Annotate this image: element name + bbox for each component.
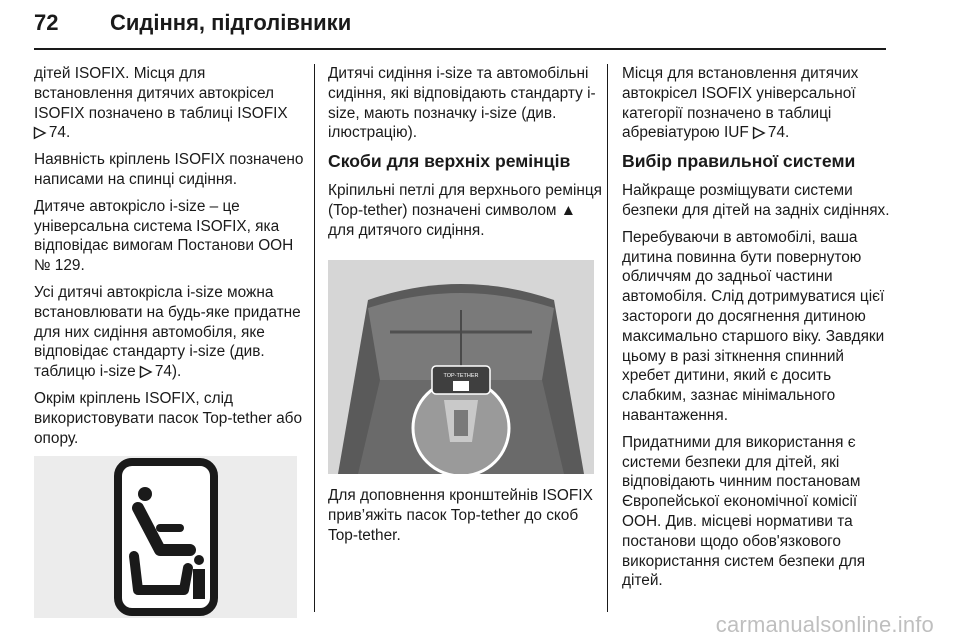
ref-arrow-icon: ▷ — [139, 363, 152, 381]
top-tether-symbol-icon: ▲ — [560, 201, 576, 219]
page-reference[interactable]: 74). — [154, 363, 182, 381]
header-rule — [34, 48, 886, 50]
paragraph-text: Кріпильні петлі для верхнього ремінця (Top-tether) позначені символом — [328, 182, 603, 219]
paragraph-text: Усі дитячі автокрісла i-size можна встановлювати на будь-яке придатне для них сидіння автомобіля, яке відповідає стандарту i-size (див. таблицю i-size — [34, 283, 301, 381]
paragraph-text: для дитячого сидіння. — [328, 221, 485, 239]
trunk-illustration — [328, 260, 594, 474]
paragraph — [34, 283, 306, 382]
paragraph-text: Місця для встановлення дитячих автокрісел ISOFIX універсальної категорії позначено в таблиці абревіатурою IUF — [622, 65, 859, 142]
paragraph — [328, 181, 602, 240]
section-heading: Вибір правильної системи — [622, 151, 856, 172]
paragraph: Придатними для використання є системи безпеки для дітей, які відповідають чинним постановам Європейської економічної комісії ООН. Див. місцеві нормативи та постанови щодо обов'язкового використання систем безпеки для дітей. — [622, 433, 866, 590]
top-tether-photo — [328, 260, 594, 474]
column-3 — [622, 64, 894, 598]
paragraph: Дитячі сидіння i-size та автомобільні сидіння, які відповідають стандарту i-size, мають позначку i-size (див. ілюстрацію). — [328, 65, 596, 142]
ref-arrow-icon: ▷ — [34, 124, 46, 142]
paragraph: Дитяче автокрісло i-size – це універсальна система ISOFIX, яка відповідає вимогам Постанови ООН № 129. — [34, 197, 294, 275]
column-1 — [34, 64, 306, 455]
watermark: carmanualsonline.info — [715, 612, 934, 637]
paragraph: Окрім кріплень ISOFIX, слід використовувати пасок Top-tether або опору. — [34, 389, 303, 447]
page-reference[interactable]: 74. — [767, 124, 790, 142]
paragraph — [622, 64, 894, 143]
chapter-title: Сидіння, підголівники — [110, 10, 352, 35]
label-top-tether: TOP-TETHER — [443, 373, 479, 379]
paragraph — [34, 64, 306, 143]
paragraph: Перебуваючи в автомобілі, ваша дитина повинна бути повернутою обличчям до задньої частини автомобіля. Слід дотримуватися цієї застороги до досягнення дитиною максимально старшого віку. Завдяки цьому в разі зіткнення спинний хребет дитини, який є досить слабким, зазнає мінімального навантаження. — [622, 228, 885, 424]
ref-arrow-icon: ▷ — [753, 124, 765, 142]
column-2 — [328, 64, 602, 248]
child-seat-symbol-icon — [34, 456, 297, 618]
page-number: 72 — [34, 10, 59, 35]
column-2-lower — [328, 486, 602, 552]
column-divider — [314, 64, 315, 612]
paragraph: Наявність кріплень ISOFIX позначено написами на спинці сидіння. — [34, 151, 304, 188]
isize-symbol-image — [34, 456, 297, 618]
page-reference[interactable]: 74. — [48, 124, 71, 142]
page-header — [0, 0, 960, 52]
section-heading: Скоби для верхніх ремінців — [328, 151, 571, 172]
paragraph: Для доповнення кронштейнів ISOFIX прив’яжіть пасок Top-tether до скоб Top-tether. — [328, 487, 593, 544]
column-divider — [607, 64, 608, 612]
paragraph: Найкраще розміщувати системи безпеки для дітей на задніх сидіннях. — [622, 182, 890, 219]
paragraph-text: дітей ISOFIX. Місця для встановлення дитячих автокрісел ISOFIX позначено в таблиці ISOFIX — [34, 65, 288, 122]
